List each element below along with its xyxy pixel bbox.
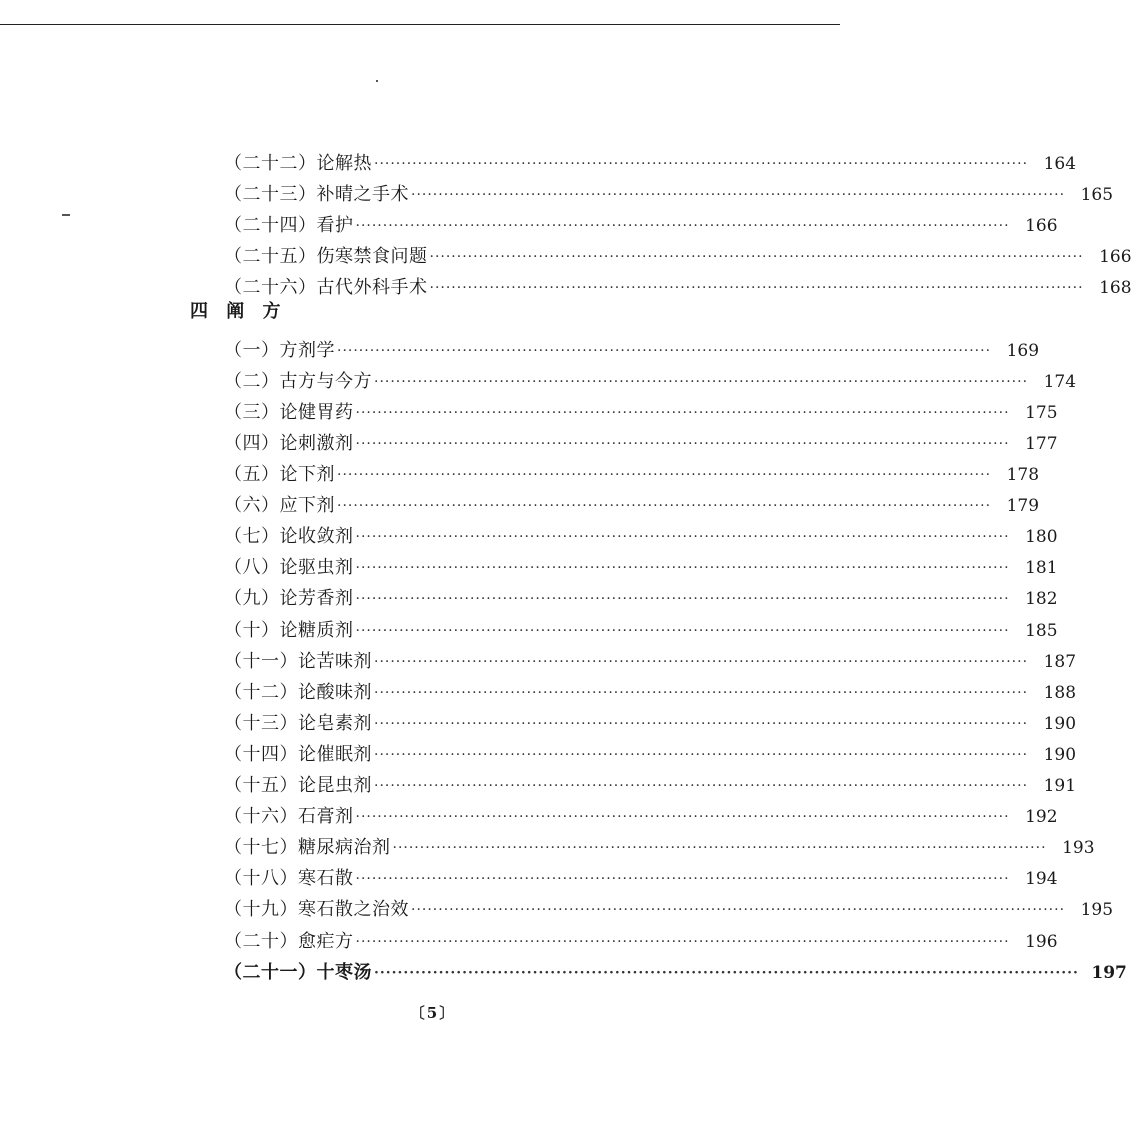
toc-entry xyxy=(224,798,1058,828)
toc-entry-page: 190 xyxy=(1043,713,1077,734)
toc-entry-page: 177 xyxy=(1025,433,1058,454)
toc-entry-title: （二十四）看护 xyxy=(224,215,354,237)
toc-entry xyxy=(224,891,1114,921)
toc-entry-title: （二）古方与今方 xyxy=(224,370,372,392)
toc-entry-title: （十四）论催眠剂 xyxy=(224,743,372,765)
toc-entry xyxy=(224,923,1058,953)
toc-entry-title: （二十五）伤寒禁食问题 xyxy=(224,246,428,268)
toc-entry-title: （二十二）论解热 xyxy=(224,153,372,174)
dot-leader: ························································································································ xyxy=(374,653,1029,670)
toc-entry xyxy=(224,860,1058,890)
dot-leader: ························································································································ xyxy=(337,498,992,515)
toc-entry-title: （二十）愈疟方 xyxy=(224,930,354,952)
scan-speck xyxy=(376,80,378,82)
toc-entry-title: （十八）寒石散 xyxy=(224,868,354,890)
top-rule xyxy=(0,24,840,25)
toc-entry-title: （十九）寒石散之治效 xyxy=(224,899,409,921)
dot-leader: ························································································································ xyxy=(429,249,1084,266)
toc-entry-title: （十七）糖尿病治剂 xyxy=(224,837,391,859)
toc-entry xyxy=(224,332,1040,362)
toc-entry-page: 187 xyxy=(1043,651,1077,672)
toc-entry-page: 169 xyxy=(1006,340,1040,361)
toc-entry xyxy=(224,736,1077,766)
toc-entry xyxy=(224,425,1058,455)
toc-entry xyxy=(224,674,1077,704)
dot-leader: ························································································································ xyxy=(355,218,1010,235)
dot-leader: ························································································································ xyxy=(355,933,1010,950)
dot-leader: ························································································································ xyxy=(374,964,1079,981)
toc-entry-page: 178 xyxy=(1006,465,1040,485)
toc-entry xyxy=(224,643,1077,673)
dot-leader: ························································································································ xyxy=(355,560,1010,577)
toc-entry-title: （十五）论昆虫剂 xyxy=(224,775,372,796)
toc-entry-page: 164 xyxy=(1043,154,1077,174)
scan-speck xyxy=(62,214,70,216)
toc-entry-title: （十三）论皂素剂 xyxy=(224,712,372,734)
dot-leader: ························································································································ xyxy=(355,404,1010,421)
dot-leader: ························································································································ xyxy=(374,684,1029,701)
section-heading: 四 阐 方 xyxy=(190,300,287,322)
toc-entry-page: 182 xyxy=(1025,589,1058,610)
dot-leader: ························································································································ xyxy=(355,809,1010,826)
toc-entry-page: 181 xyxy=(1025,558,1058,579)
toc-entry-title: （四）论刺激剂 xyxy=(224,432,354,454)
toc-entry xyxy=(224,176,1114,206)
toc-entry-title: （十）论糖质剂 xyxy=(224,619,354,641)
toc-entry-page: 193 xyxy=(1062,838,1095,859)
toc-entry xyxy=(224,487,1040,517)
toc-entry-page: 185 xyxy=(1025,620,1058,641)
dot-leader: ························································································································ xyxy=(411,187,1066,204)
toc-entry-page: 166 xyxy=(1025,216,1058,237)
dot-leader: ························································································································ xyxy=(355,435,1010,452)
toc-entry-page: 192 xyxy=(1025,807,1058,828)
page-number: 〔5〕 xyxy=(409,1004,457,1022)
toc-entry xyxy=(224,394,1058,424)
toc-entry-page: 196 xyxy=(1025,931,1058,952)
toc-entry-page: 175 xyxy=(1025,402,1058,423)
toc-entry-title: （十一）论苦味剂 xyxy=(224,650,372,672)
toc-entry xyxy=(224,238,1132,268)
toc-entry-page: 166 xyxy=(1099,247,1132,268)
toc-entry-title: （九）论芳香剂 xyxy=(224,588,354,610)
toc-entry xyxy=(224,363,1077,393)
toc-entry xyxy=(224,269,1132,299)
toc-entry xyxy=(224,954,1127,984)
toc-entry-title: （二十六）古代外科手术 xyxy=(224,277,428,299)
toc-entry xyxy=(224,518,1058,548)
toc-entry xyxy=(224,705,1077,735)
toc-entry-page: 195 xyxy=(1080,900,1114,921)
toc-entry xyxy=(224,207,1058,237)
dot-leader: ························································································································ xyxy=(355,591,1010,608)
toc-entry xyxy=(224,612,1058,642)
toc-entry-title: （二十一）十枣汤 xyxy=(224,961,372,983)
dot-leader: ························································································································ xyxy=(355,529,1010,546)
dot-leader: ························································································································ xyxy=(337,342,992,359)
toc-entry-page: 165 xyxy=(1080,185,1114,206)
toc-entry xyxy=(224,580,1058,610)
dot-leader: ························································································································ xyxy=(355,622,1010,639)
toc-entry-page: 188 xyxy=(1043,682,1077,703)
toc-entry-page: 191 xyxy=(1043,776,1077,796)
toc-entry-page: 168 xyxy=(1099,278,1132,299)
dot-leader: ························································································································ xyxy=(392,840,1047,857)
toc-entry-title: （十二）论酸味剂 xyxy=(224,681,372,703)
toc-entry xyxy=(224,829,1095,859)
toc-entry xyxy=(224,145,1077,175)
toc-entry-page: 197 xyxy=(1091,962,1127,983)
toc-entry-title: （五）论下剂 xyxy=(224,464,335,485)
toc-entry-page: 174 xyxy=(1043,371,1077,392)
toc-entry xyxy=(224,456,1040,486)
dot-leader: ························································································································ xyxy=(374,778,1029,794)
toc-entry-page: 194 xyxy=(1025,869,1058,890)
toc-entry xyxy=(224,767,1077,797)
toc-entry-title: （六）应下剂 xyxy=(224,495,335,517)
toc-entry-title: （三）论健胃药 xyxy=(224,401,354,423)
toc-entry-page: 179 xyxy=(1006,496,1040,517)
toc-entry-page: 180 xyxy=(1025,527,1058,548)
dot-leader: ························································································································ xyxy=(374,373,1029,390)
dot-leader: ························································································································ xyxy=(374,746,1029,763)
toc-entry-title: （一）方剂学 xyxy=(224,339,335,361)
toc-entry-page: 190 xyxy=(1043,744,1077,765)
dot-leader: ························································································································ xyxy=(374,156,1029,172)
toc-entry-title: （十六）石膏剂 xyxy=(224,806,354,828)
dot-leader: ························································································································ xyxy=(355,871,1010,888)
toc-entry xyxy=(224,549,1058,579)
toc-entry-title: （八）论驱虫剂 xyxy=(224,557,354,579)
toc-entry-title: （二十三）补晴之手术 xyxy=(224,184,409,206)
dot-leader: ························································································································ xyxy=(374,715,1029,732)
dot-leader: ························································································································ xyxy=(337,467,992,483)
dot-leader: ························································································································ xyxy=(429,280,1084,297)
dot-leader: ························································································································ xyxy=(411,902,1066,919)
toc-entry-title: （七）论收敛剂 xyxy=(224,526,354,548)
